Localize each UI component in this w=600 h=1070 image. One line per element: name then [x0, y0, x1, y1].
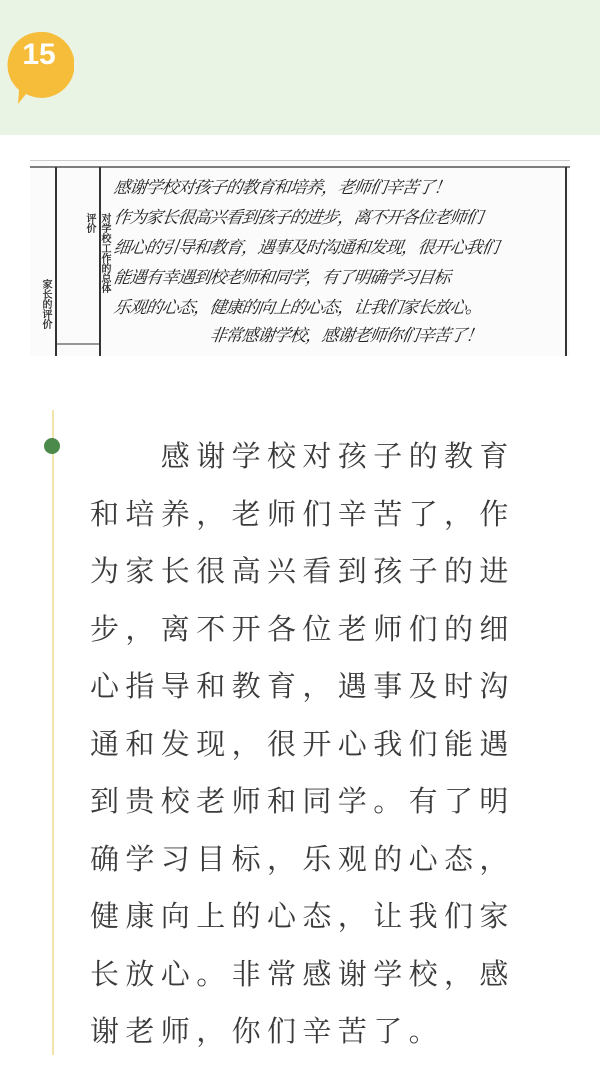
number-badge	[4, 30, 74, 100]
handwritten-line: 乐观的心态，健康的向上的心态，让我们家长放心。	[112, 298, 484, 318]
header-band	[0, 0, 600, 135]
handwritten-line: 能遇有幸遇到校老师和同学，有了明确学习目标	[112, 268, 452, 288]
scan-row-label: 家长的评价	[40, 279, 51, 329]
handwritten-line: 感谢学校对孩子的教育和培养，老师们辛苦了！	[112, 178, 452, 198]
scan-column-label: 对学校工作的总体评价	[84, 213, 110, 293]
handwritten-line: 作为家长很高兴看到孩子的进步，离不开各位老师们	[112, 208, 484, 228]
timeline-dot	[44, 438, 60, 454]
handwritten-line: 细心的引导和教育，遇事及时沟通和发现，很开心我们	[112, 238, 500, 258]
handwritten-line: 非常感谢学校，感谢老师你们辛苦了！	[208, 326, 484, 346]
scanned-handwriting-image	[30, 160, 570, 356]
timeline-line	[52, 410, 54, 1055]
article-paragraph: 感谢学校对孩子的教育和培养，老师们辛苦了，作为家长很高兴看到孩子的进步，离不开各位老师们的细心指导和教育，遇事及时沟通和发现，很开心我们能遇到贵校老师和同学。有了明确学习目标，乐观的心态，健康向上的心态，让我们家长放心。非常感谢学校，感谢老师，你们辛苦了。	[90, 439, 515, 1048]
badge-number: 15	[22, 38, 56, 71]
